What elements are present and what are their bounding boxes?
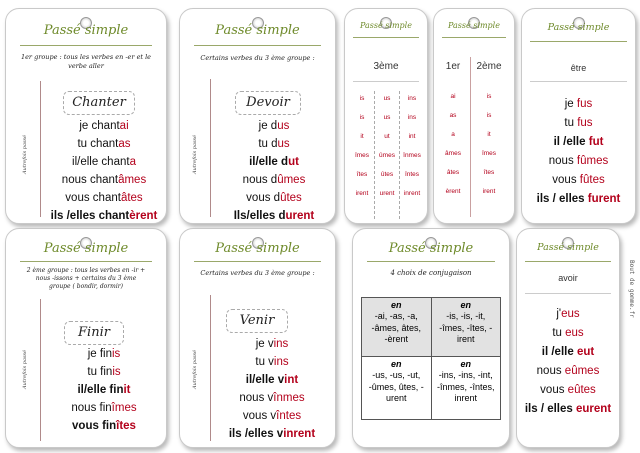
verb-box: Devoir — [235, 91, 301, 115]
card-title: Passé simple — [43, 241, 129, 256]
card-subtitle: Certains verbes du 3 ème groupe : — [200, 54, 315, 62]
conj-row: vous dûtes — [246, 192, 302, 204]
card-title: Passé simple — [388, 241, 474, 256]
conjugation-list — [210, 335, 334, 443]
verb-box: Chanter — [63, 91, 135, 115]
column-header: 2ème — [476, 61, 502, 72]
conj-row: il/elle vint — [245, 374, 299, 386]
conj-row: vous vîntes — [242, 410, 302, 422]
card-venir — [179, 228, 336, 448]
card-subtitle: Certains verbes du 3 ème groupe : — [200, 269, 315, 277]
conj-row: tu fus — [564, 117, 593, 129]
conj-row: ils / elles eurent — [524, 403, 612, 415]
column-header: 1er — [445, 61, 461, 72]
title-rule — [20, 45, 152, 46]
card-subtitle: 1er groupe : tous les verbes en -er et le verbe aller — [20, 53, 152, 70]
endings-cell: en -ins, -ins, -int, -înmes, -întes, inrent — [431, 357, 501, 420]
conj-row: je dus — [258, 120, 290, 132]
title-rule — [194, 261, 321, 262]
verb-header: être — [570, 63, 587, 73]
conjugation-list — [214, 117, 334, 224]
conj-row: nous fûmes — [548, 155, 609, 167]
card-devoir — [179, 8, 336, 224]
conj-row: nous vînmes — [239, 392, 305, 404]
column-header: 3ème — [373, 61, 399, 72]
endings-table — [361, 297, 501, 420]
conj-row: il/elle finit — [77, 384, 131, 396]
conjugation-list — [517, 305, 619, 419]
card-4-choix — [352, 228, 510, 448]
card-title: Passé simple — [360, 21, 412, 30]
header-rule — [530, 81, 627, 82]
endings-cell: en -us, -us, -ut, -ûmes, ûtes, -urent — [362, 357, 432, 420]
card-etre — [521, 8, 636, 224]
conj-row: nous finîmes — [71, 402, 137, 414]
conj-row: ils /elles chantèrent — [50, 210, 158, 222]
conj-row: il /elle fut — [553, 136, 604, 148]
margin-line — [210, 79, 211, 217]
conj-row: ils / elles furent — [536, 193, 621, 205]
verb-box: Venir — [226, 309, 288, 333]
conj-row: tu finis — [87, 366, 121, 378]
conj-row: Ils/elles durent — [233, 210, 315, 222]
conj-row: il/elle dut — [249, 156, 299, 168]
card-title: Passé simple — [448, 21, 500, 30]
conj-row: nous eûmes — [536, 365, 600, 377]
title-rule — [530, 41, 627, 42]
card-finir — [5, 228, 167, 448]
title-rule — [367, 261, 495, 262]
card-avoir — [516, 228, 620, 448]
ending-column-is: is is it îmes îtes irent — [481, 93, 497, 195]
conj-row: je vins — [255, 338, 289, 350]
watermark: Bout de gomme.fr — [628, 260, 635, 318]
conj-row: tu eus — [552, 327, 584, 339]
conj-row: tu chantas — [77, 138, 131, 150]
conj-row: vous chantâtes — [65, 192, 143, 204]
conj-row: tu dus — [258, 138, 290, 150]
conj-row: je chantai — [79, 120, 129, 132]
endings-cell: en -is, -is, -it, -îmes, -îtes, -irent — [431, 298, 501, 357]
conj-row: ils /elles vinrent — [228, 428, 316, 440]
card-3eme-endings — [344, 8, 428, 224]
verb-header: avoir — [558, 273, 578, 283]
conj-row: il /elle eut — [541, 346, 595, 358]
card-subtitle: 4 choix de conjugaison — [390, 269, 472, 277]
side-labels: Autrefois passé — [22, 134, 28, 174]
conj-row: nous dûmes — [242, 174, 306, 186]
conjugation-list — [522, 95, 635, 209]
conj-row: tu vins — [255, 356, 289, 368]
endings-cell: en -ai, -as, -a, -âmes, âtes, -èrent — [362, 298, 432, 357]
ending-column-ins: ins ins int înmes întes inrent — [403, 95, 421, 197]
header-rule — [525, 293, 611, 294]
column-divider — [470, 57, 471, 217]
title-rule — [442, 37, 506, 38]
side-labels: Autrefois passé — [22, 349, 28, 389]
card-title: Passé simple — [43, 23, 129, 38]
header-rule — [353, 81, 419, 82]
conj-row: vous finîtes — [72, 420, 136, 432]
margin-line — [40, 81, 41, 217]
conj-row: je finis — [87, 348, 121, 360]
conjugation-list — [44, 117, 164, 224]
ending-column-us: us us ut ûmes ûtes urent — [379, 95, 395, 197]
conj-row: nous chantâmes — [61, 174, 147, 186]
card-title: Passé simple — [215, 23, 300, 38]
side-labels: Autrefois passé — [192, 134, 198, 174]
conj-row: vous fûtes — [552, 174, 605, 186]
card-title: Passé simple — [547, 22, 610, 33]
title-rule — [20, 261, 152, 262]
ending-column-is: is is it îmes îtes irent — [354, 95, 370, 197]
conj-row: il/elle chanta — [72, 156, 136, 168]
card-title: Passé simple — [537, 242, 599, 253]
conjugation-list — [44, 345, 164, 435]
side-labels: Autrefois passé — [192, 349, 198, 389]
title-rule — [525, 261, 611, 262]
conj-row: j'eus — [556, 308, 580, 320]
conj-row: je fus — [564, 98, 593, 110]
card-chanter — [5, 8, 167, 224]
conj-row: vous eûtes — [540, 384, 596, 396]
card-title: Passé simple — [215, 241, 300, 256]
card-subtitle: 2 ème groupe : tous les verbes en -ir + nous -issons + certains du 3 ème groupe ( bondir, dormir) — [26, 267, 146, 291]
title-rule — [353, 37, 419, 38]
verb-box: Finir — [64, 321, 124, 345]
ending-column-ai: ai as a âmes âtes èrent — [445, 93, 461, 195]
title-rule — [194, 45, 321, 46]
card-1er-2eme-endings — [433, 8, 515, 224]
margin-line — [40, 299, 41, 441]
